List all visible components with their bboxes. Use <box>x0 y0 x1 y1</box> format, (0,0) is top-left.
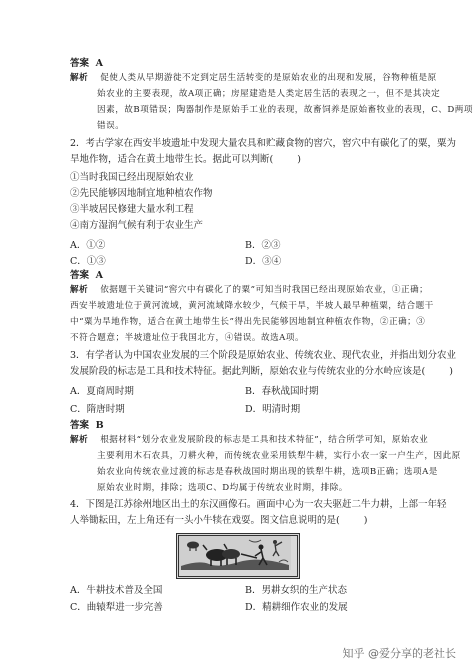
analysis-2-line-1: 解析 依据题干关键词“窖穴中有碳化了的粟”可知当时我国已经出现原始农业，①正确； <box>70 285 429 295</box>
stone-relief-image <box>176 533 300 579</box>
analysis-3-line-1: 解析 根据材料“划分农业发展阶段的标志是工具和技术特征”，结合所学可知，原始农业 <box>70 435 429 445</box>
answer-1: 答案 A <box>70 58 104 69</box>
analysis-2-line-2: 西安半坡遗址位于黄河流域，黄河流域降水较少，气候干旱，半坡人最早种植粟，结合题干 <box>70 301 434 311</box>
question-2-stem-2: 旱地作物，适合在黄土地带生长。据此可以判断( ) <box>70 154 301 165</box>
question-2-option-c: C．①③ <box>70 256 106 267</box>
analysis-3-line-3: 始农业向传统农业过渡的标志是春秋战国时期出现的铁犁牛耕，选项B正确；选项A是 <box>97 467 438 477</box>
question-4-option-b: B．男耕女织的生产状态 <box>245 585 347 596</box>
question-2-stem-1: 2．考古学家在西安半坡遗址中发现大量农具和贮藏食物的窖穴，窖穴中有碳化了的粟，粟为 <box>70 138 457 149</box>
question-3-option-c: C．隋唐时期 <box>70 404 125 415</box>
analysis-2-line-4: 不符合题意；半坡遗址位于我国北方，④错误。故选A项。 <box>70 333 305 343</box>
question-2-item-2: ②先民能够因地制宜地种植农作物 <box>70 188 213 199</box>
answer-2: 答案 A <box>70 270 104 281</box>
analysis-1-line-2: 始农业的主要表现，故A项正确；房屋建造是人类定居生活的表现之一，但不是其决定 <box>97 89 441 99</box>
question-2-item-3: ③半坡居民修建大量水利工程 <box>70 204 194 215</box>
question-3-option-b: B．春秋战国时期 <box>245 386 319 397</box>
zhihu-watermark: 知乎 @爱分享的老社长 <box>342 647 456 660</box>
question-2-item-4: ④南方湿润气候有利于农业生产 <box>70 220 204 231</box>
analysis-3-line-2: 主要利用木石农具，刀耕火种，而传统农业采用铁犁牛耕，实行小农一家一户生产，因此原 <box>97 451 461 461</box>
question-3-option-d: D．明清时期 <box>245 404 301 415</box>
question-4-stem-2: 人举锄耘田，左上角还有一头小牛犊在戏耍。图文信息说明的是( ) <box>70 515 368 526</box>
analysis-1-line-3: 因素，故B项错误；陶器制作是原始手工业的表现，故畜饲养是原始畜牧业的表现，C、D两项 <box>97 105 473 115</box>
question-4-option-c: C．曲辕犁进一步完善 <box>70 602 163 613</box>
analysis-1-line-1: 解析 促使人类从早期游徙不定到定居生活转变的是原始农业的出现和发展，谷物种植是原 <box>70 73 437 83</box>
ox-plough-relief-icon <box>179 536 291 570</box>
question-2-option-b: B．②③ <box>245 240 281 251</box>
analysis-3-line-4: 原始农业时期，排除；选项C、D均属于传统农业时期，排除。 <box>97 483 348 493</box>
question-3-stem-2: 发展阶段的标志是工具和技术特征。据此判断，原始农业与传统农业的分水岭应该是( ) <box>70 366 453 377</box>
analysis-1-line-4: 错误。 <box>97 121 125 131</box>
question-4-option-d: D．精耕细作农业的发展 <box>245 602 348 613</box>
question-4-stem-1: 4．下图是江苏徐州地区出土的东汉画像石。画面中心为一农夫驱赶二牛力耕，上部一年轻 <box>70 499 447 510</box>
question-3-stem-1: 3．有学者认为中国农业发展的三个阶段是原始农业、传统农业、现代农业，并指出划分农业 <box>70 350 457 361</box>
question-3-option-a: A．夏商周时期 <box>70 386 134 397</box>
question-4-option-a: A．牛耕技术普及全国 <box>70 585 163 596</box>
answer-3: 答案 B <box>70 420 104 431</box>
question-2-option-d: D．③④ <box>245 256 282 267</box>
question-2-option-a: A．①② <box>70 240 106 251</box>
question-2-item-1: ①当时我国已经出现原始农业 <box>70 172 194 183</box>
analysis-2-line-3: 中“粟为旱地作物，适合在黄土地带生长”得出先民能够因地制宜种植农作物，②正确；③ <box>70 317 426 327</box>
